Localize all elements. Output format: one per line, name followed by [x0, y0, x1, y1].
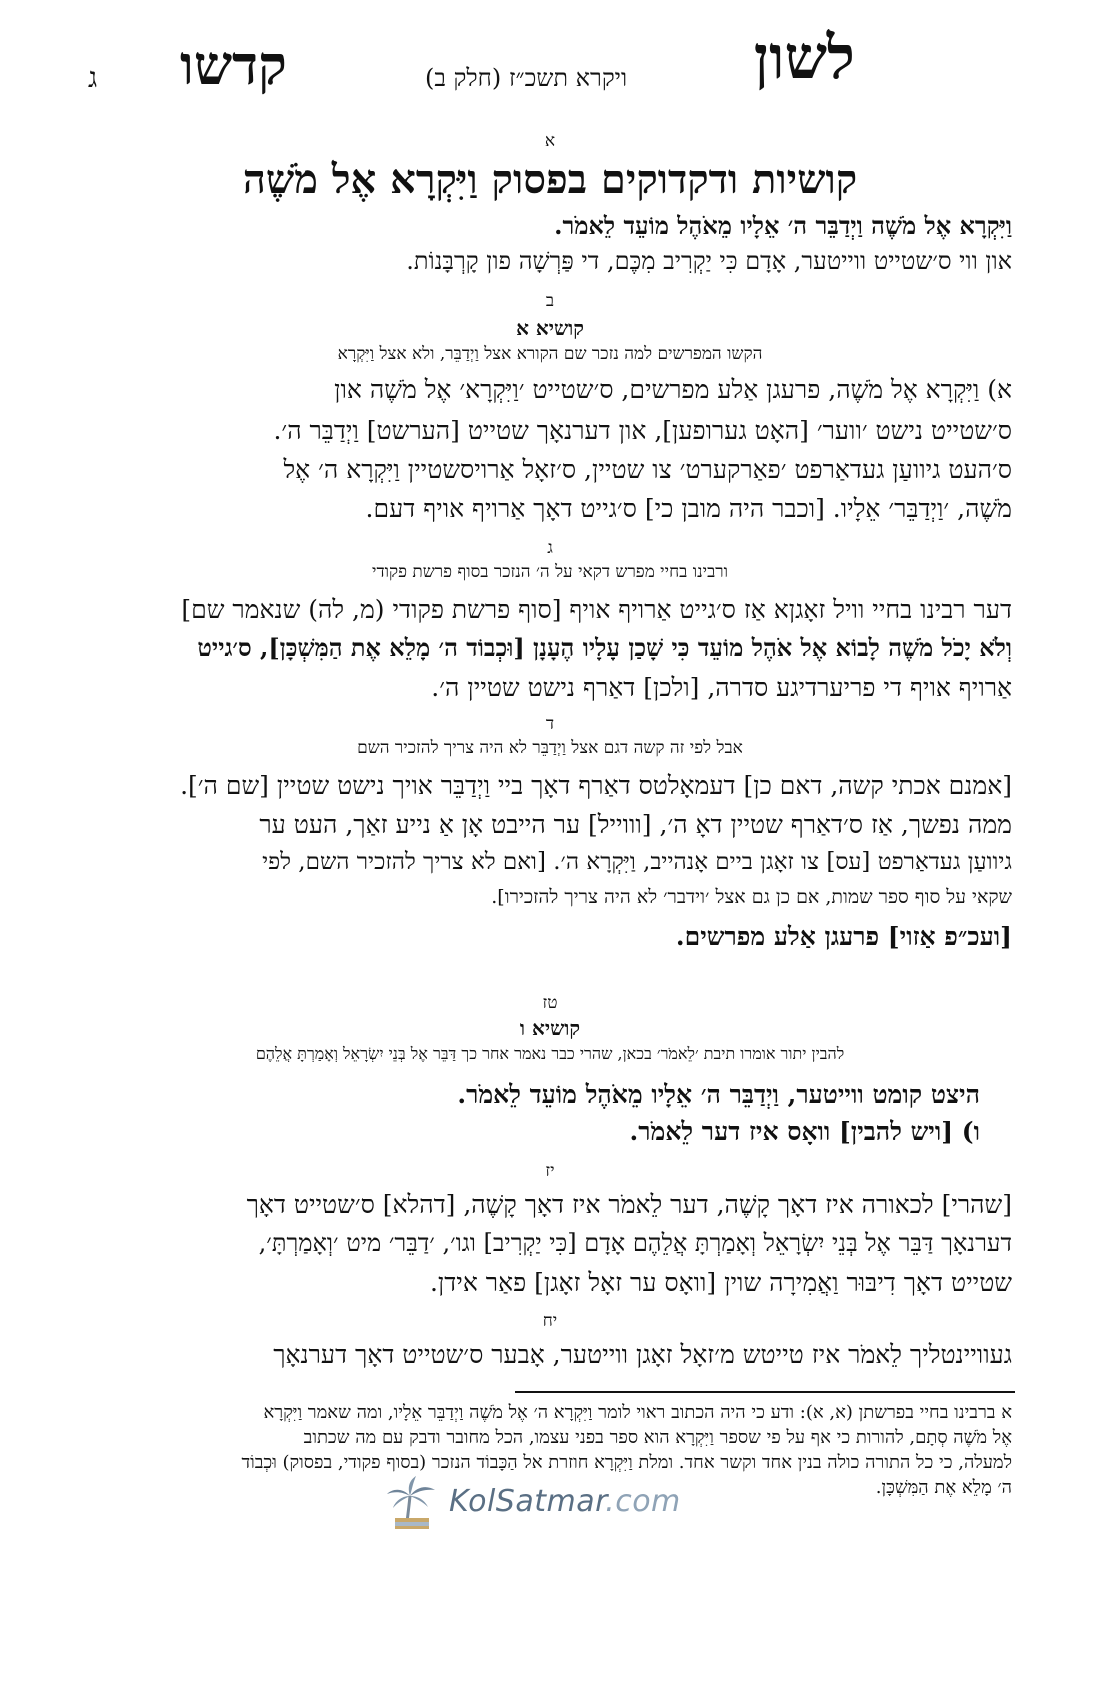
kolsatmar-logo: [383, 1472, 703, 1532]
kushya-heading: קושיא ו: [519, 1016, 581, 1040]
section-subtitle: הקשו המפרשים למה נזכר שם הקורא אצל וַיְדַבֵּר, ולא אצל וַיִּקְרָא: [337, 344, 763, 364]
main-title: קושיות ודקדוקים בפסוק וַיִּקְרָא אֶל מֹשֶׁה: [242, 156, 858, 203]
section-subtitle: ורבינו בחיי מפרש דקאי על ה׳ הנזכר בסוף פרשת פקודי: [372, 562, 728, 582]
text-line: ממה נפשך, אַז ס׳דאַרף שטיין דאָ ה׳, [וווייל] ער הייבט אָן אַ נייע זאַך, העט ער: [259, 810, 1012, 839]
text-line: ס׳העט גיוועַן געדאַרפט ׳פאַרקערט׳ צו שטיין, ס׳זאָל אַרויסשטיין וַיִּקְרָא ה׳ אֶל: [283, 455, 1012, 484]
text-line: א) וַיִּקְרָא אֶל מֹשֶׁה, פרעגן אַלע מפרשים, ס׳שטייט ׳וַיִּקְרָא׳ אֶל מֹשֶׁה און: [334, 375, 1012, 404]
section-letter-yz: יז: [545, 1161, 555, 1181]
text-line: אַרויף אויף די פריערדיגע סדרה, [ולכן] דאַרף נישט שטיין ה׳.: [431, 673, 1012, 702]
header-lashon: לשון: [753, 23, 855, 93]
logo-domain: .com: [605, 1484, 681, 1519]
section-letter-g: ג: [547, 538, 553, 558]
palm-tree-books-icon: [383, 1474, 439, 1530]
text-line: וְלֹא יָכֹל מֹשֶׁה לָבוֹא אֶל אֹהֶל מוֹעֵד כִּי שָׁכַן עָלָיו הֶעָנָן [וּכְבוֹד ה׳ מָלֵא אֶת הַמִּשְׁכָּן], ס׳גייט: [197, 633, 1012, 662]
verse-line: וַיִּקְרָא אֶל מֹשֶׁה וַיְדַבֵּר ה׳ אֵלָיו מֵאֹהֶל מוֹעֵד לֵאמֹר.: [554, 211, 1012, 240]
section-letter-yh: יח: [542, 1311, 558, 1331]
footnote-divider: [515, 1391, 1015, 1393]
text-line: גיוועַן געדאַרפט [עס] צו זאָגן ביים אָנהייב, וַיִּקְרָא ה׳. [ואם לא צריך להזכיר השם, לפי: [262, 849, 1012, 875]
footnote-line: אֶל מֹשֶׁה סְתָם, להורות כי אף על פי שספר וַיִּקְרָא הוא ספר בפני עצמו, הכל מחובר ודבק עם מה שכתוב: [303, 1427, 1012, 1448]
text-line: ס׳שטייט נישט ׳ווער׳ [האָט גערופען], און דערנאָך שטייט [הערשט] וַיְדַבֵּר ה׳.: [273, 416, 1012, 445]
kushya-heading: קושיא א: [516, 316, 584, 340]
section-subtitle: להבין יתור אומרו תיבת ׳לֵאמֹר׳ בכאן, שהרי כבר נאמר אחר כך דַּבֵּר אֶל בְּנֵי יִשְׂרָאֵל וְאָמַרְתָּ אֲלֵהֶם: [255, 1044, 845, 1063]
text-line: דערנאָך דַּבֵּר אֶל בְּנֵי יִשְׂרָאֵל וְאָמַרְתָּ אֲלֵהֶם אָדָם [כִּי יַקְרִיב] וגו׳, ׳דַבֵּר׳ מיט ׳וְאָמַרְתָּ׳,: [258, 1229, 1012, 1257]
header-kodsho: קדשו: [180, 33, 287, 97]
text-line: שטייט דאָך דִיבּוּר וַאֲמִירָה שוין [וואָס ער זאָל זאָגן] פאַר אידן.: [429, 1268, 1012, 1297]
section-letter-a: א: [544, 131, 556, 151]
section-letter-d: ד: [545, 714, 555, 734]
section-letter-b: ב: [545, 291, 555, 311]
text-line: היצט קומט ווייטער, וַיְדַבֵּר ה׳ אֵלָיו מֵאֹהֶל מוֹעֵד לֵאמֹר.: [457, 1080, 980, 1109]
text-line: ו) [ויש להבין] וואָס איז דער לֵאמֹר.: [629, 1117, 980, 1146]
footnote-line: א ברבינו בחיי בפרשתן (א, א): ודע כי היה הכתוב ראוי לומר וַיִּקְרָא ה׳ אֶל מֹשֶׁה וַיְדַבֵּר אֵלָיו, ומה שאמר וַיִּקְרָא: [263, 1402, 1012, 1423]
text-line: [ועכ״פ אַזוי] פרעגן אַלע מפרשים.: [675, 922, 1012, 951]
page-number: ג: [88, 61, 98, 94]
logo-name: KolSatmar: [449, 1484, 606, 1519]
verse-line: און ווי ס׳שטייט ווייטער, אָדָם כִּי יַקְרִיב מִכֶּם, די פַּרְשָׁה פון קָרְבָּנוֹת.: [406, 247, 1012, 275]
text-line: געוויינטליך לֵאמֹר איז טייטש מ׳זאָל זאָגן ווייטער, אָבער ס׳שטייט דאָך דערנאָך: [273, 1340, 1012, 1369]
text-line: [אמנם אכתי קשה, דאם כן] דעמאָלטס דאַרף דאָך ביי וַיְדַבֵּר אויך נישט שטיין [שם ה׳].: [180, 771, 1012, 800]
section-subtitle: אבל לפי זה קשה דגם אצל וַיְדַבֵּר לא היה צריך להזכיר השם: [357, 738, 743, 758]
text-line: שקאי על סוף ספר שמות, אם כן גם אצל ׳וידבר׳ לא היה צריך להזכירו].: [491, 886, 1012, 908]
logo-wordmark: [449, 1484, 681, 1519]
text-line: מֹשֶׁה, ׳וַיְדַבֵּר׳ אֵלָיו. [וכבר היה מובן כי] ס׳גייט דאָך אַרויף אויף דעם.: [365, 494, 1012, 523]
header-parsha: ויקרא תשכ״ז (חלק ב): [425, 64, 628, 92]
footnote-line: למעלה, כי כל התורה כולה בנין אחד וקשר אחד. ומלת וַיִּקְרָא חוזרת אל הַכָּבוֹד הנזכר (בסוף פקודי, בפסוק) וּכְבוֹד: [241, 1452, 1012, 1473]
footnote-line: ה׳ מָלֵא אֶת הַמִּשְׁכָּן.: [875, 1477, 1012, 1498]
text-line: דער רבינו בחיי וויל זאָגןא אַז ס׳גייט אַרויף אויף [סוף פרשת פקודי (מ, לה) שנאמר שם]: [181, 595, 1012, 624]
section-letter-tz: טז: [542, 993, 558, 1013]
text-line: [שהרי] לכאורה איז דאָך קָשֶׁה, דער לֵאמֹר איז דאָך קָשֶׁה, [דהלא] ס׳שטייט דאָך: [246, 1190, 1012, 1219]
